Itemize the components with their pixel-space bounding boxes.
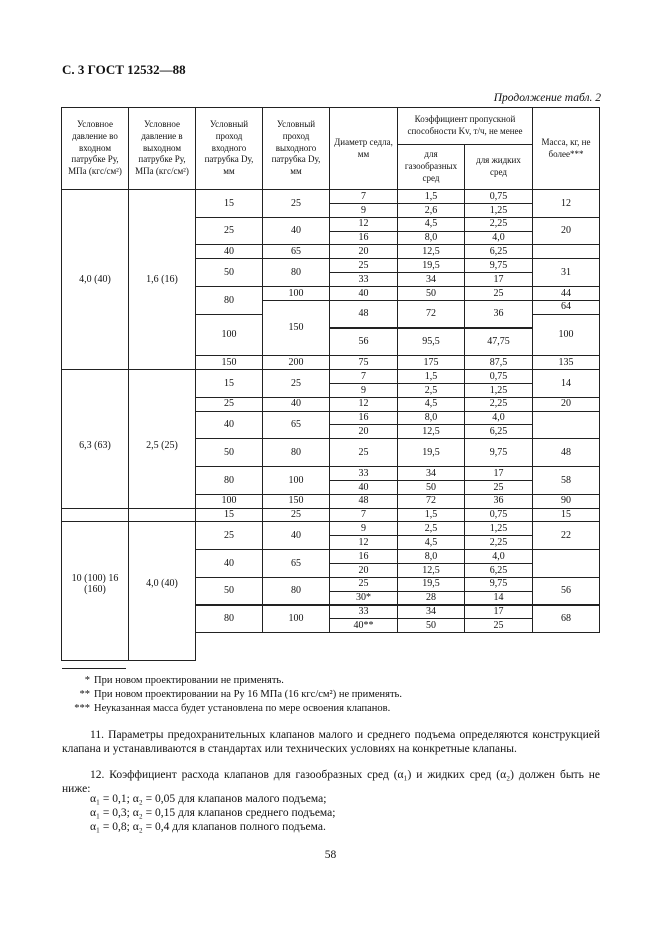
d-in-cell: 15 — [195, 508, 263, 523]
d-out-cell: 65 — [262, 411, 330, 440]
kv-gas-cell: 1,5 — [397, 508, 465, 523]
d-out-cell: 25 — [262, 369, 330, 398]
d-out-cell: 80 — [262, 438, 330, 467]
kv-liquid-cell: 9,75 — [464, 258, 533, 273]
seat-cell: 16 — [329, 411, 398, 426]
kv-liquid-cell: 87,5 — [464, 355, 533, 370]
header-kv: Коэффициент пропускной способности Kv, т/ч, не менее — [397, 107, 533, 145]
kv-liquid-cell: 36 — [464, 494, 533, 509]
footnote-2 — [62, 689, 402, 700]
seat-cell: 25 — [329, 577, 398, 592]
seat-cell: 16 — [329, 231, 398, 246]
header-mass: Масса, кг, не более*** — [532, 107, 600, 190]
d-out-cell: 200 — [262, 355, 330, 370]
d-in-cell: 25 — [195, 521, 263, 550]
mass-cell: 15 — [532, 508, 600, 523]
mass-cell — [532, 244, 600, 259]
kv-liquid-cell: 0,75 — [464, 508, 533, 523]
header-kv-gas: для газообразных сред — [397, 144, 465, 190]
header-p-in: Условное давление во входном патрубке Pу, МПа (кгс/см²) — [61, 107, 129, 190]
d-in-cell: 50 — [195, 577, 263, 606]
mass-cell: 20 — [532, 397, 600, 412]
p-in-cell: 4,0 (40) — [61, 189, 129, 370]
seat-cell: 33 — [329, 605, 398, 620]
kv-liquid-cell: 47,75 — [464, 328, 533, 357]
d-in-cell: 50 — [195, 438, 263, 467]
seat-cell: 7 — [329, 369, 398, 384]
footnote-divider — [62, 668, 126, 669]
d-in-cell: 15 — [195, 369, 263, 398]
mass-cell: 22 — [532, 521, 600, 550]
kv-gas-cell: 12,5 — [397, 563, 465, 578]
seat-cell: 30* — [329, 591, 398, 606]
d-out-cell: 65 — [262, 549, 330, 578]
d-out-cell: 150 — [262, 494, 330, 509]
d-in-cell: 50 — [195, 258, 263, 287]
footnote-1 — [62, 675, 284, 686]
d-in-cell: 40 — [195, 549, 263, 578]
header-seat: Диаметр седла, мм — [329, 107, 398, 190]
kv-liquid-cell: 17 — [464, 272, 533, 287]
kv-liquid-cell: 25 — [464, 480, 533, 495]
d-in-cell: 25 — [195, 217, 263, 246]
seat-cell: 20 — [329, 244, 398, 259]
page-number: 58 — [324, 849, 337, 861]
kv-gas-cell: 50 — [397, 480, 465, 495]
kv-gas-cell: 12,5 — [397, 244, 465, 259]
kv-gas-cell: 34 — [397, 605, 465, 620]
mass-cell: 90 — [532, 494, 600, 509]
footnote-text: При новом проектировании не применять. — [94, 675, 284, 686]
kv-gas-cell: 4,5 — [397, 535, 465, 550]
seat-cell: 56 — [329, 328, 398, 357]
seat-cell: 33 — [329, 272, 398, 287]
seat-cell: 12 — [329, 535, 398, 550]
table-continuation-label: Продолжение табл. 2 — [493, 92, 601, 104]
formula-small-lift: α₁ = 0,1; α₂ = 0,05 для клапанов малого подъема; — [90, 793, 327, 805]
mass-cell — [532, 549, 600, 578]
d-out-cell: 100 — [262, 286, 330, 301]
kv-liquid-cell: 6,25 — [464, 424, 533, 439]
seat-cell: 20 — [329, 563, 398, 578]
kv-gas-cell: 19,5 — [397, 438, 465, 467]
kv-gas-cell: 72 — [397, 300, 465, 329]
footnote-mark: *** — [74, 703, 90, 714]
kv-gas-cell: 4,5 — [397, 397, 465, 412]
valve-parameters-grid — [62, 108, 600, 667]
seat-cell: 12 — [329, 397, 398, 412]
seat-cell: 40** — [329, 618, 398, 633]
kv-gas-cell: 8,0 — [397, 549, 465, 564]
d-out-cell: 150 — [262, 300, 330, 356]
seat-cell: 75 — [329, 355, 398, 370]
kv-gas-cell: 19,5 — [397, 258, 465, 273]
kv-gas-cell: 28 — [397, 591, 465, 606]
kv-gas-cell: 34 — [397, 272, 465, 287]
kv-liquid-cell: 4,0 — [464, 231, 533, 246]
kv-gas-cell: 2,6 — [397, 203, 465, 218]
header-p-out: Условное давление в выходном патрубке Pу, МПа (кгс/см²) — [128, 107, 196, 190]
d-out-cell: 40 — [262, 521, 330, 550]
kv-gas-cell: 2,5 — [397, 521, 465, 536]
kv-liquid-cell: 17 — [464, 466, 533, 481]
kv-liquid-cell: 6,25 — [464, 563, 533, 578]
kv-liquid-cell: 4,0 — [464, 549, 533, 564]
mass-cell: 58 — [532, 466, 600, 495]
p-in-cell pre: 10 (100) 16 (160) — [61, 508, 129, 661]
mass-cell: 31 — [532, 258, 600, 287]
footnote-mark: * — [84, 675, 90, 686]
mass-cell: 64 — [532, 300, 600, 315]
seat-cell: 40 — [329, 480, 398, 495]
d-out-cell: 40 — [262, 217, 330, 246]
kv-liquid-cell: 2,25 — [464, 535, 533, 550]
kv-liquid-cell: 1,25 — [464, 521, 533, 536]
mass-cell: 44 — [532, 286, 600, 301]
mass-cell: 135 — [532, 355, 600, 370]
kv-liquid-cell: 9,75 — [464, 577, 533, 592]
seat-cell: 9 — [329, 203, 398, 218]
seat-cell: 25 — [329, 438, 398, 467]
kv-liquid-cell: 6,25 — [464, 244, 533, 259]
kv-liquid-cell: 9,75 — [464, 438, 533, 467]
d-out-cell: 100 — [262, 466, 330, 495]
kv-gas-cell: 1,5 — [397, 189, 465, 204]
kv-liquid-cell: 1,25 — [464, 203, 533, 218]
kv-gas-cell: 95,5 — [397, 328, 465, 357]
d-in-cell: 40 — [195, 411, 263, 440]
seat-cell: 12 — [329, 217, 398, 232]
kv-liquid-cell: 4,0 — [464, 411, 533, 426]
seat-cell: 48 — [329, 300, 398, 329]
p-out-cell: 1,6 (16) — [128, 189, 196, 370]
d-out-cell: 40 — [262, 397, 330, 412]
d-in-cell: 80 — [195, 605, 263, 634]
kv-liquid-cell: 25 — [464, 286, 533, 301]
mass-cell: 20 — [532, 217, 600, 246]
d-in-cell: 40 — [195, 244, 263, 259]
mass-cell: 14 — [532, 369, 600, 398]
d-out-cell: 65 — [262, 244, 330, 259]
kv-gas-cell: 2,5 — [397, 383, 465, 398]
seat-cell: 20 — [329, 424, 398, 439]
mass-cell: 12 — [532, 189, 600, 218]
kv-gas-cell: 50 — [397, 286, 465, 301]
footnote-text: При новом проектировании на Pу 16 МПа (16 кгс/см²) не применять. — [94, 689, 402, 700]
kv-liquid-cell: 1,25 — [464, 383, 533, 398]
kv-liquid-cell: 0,75 — [464, 369, 533, 384]
document-header: С. 3 ГОСТ 12532—88 — [62, 62, 186, 77]
seat-cell: 9 — [329, 383, 398, 398]
mass-cell: 48 — [532, 438, 600, 467]
kv-gas-cell: 19,5 — [397, 577, 465, 592]
d-out-cell: 25 — [262, 508, 330, 523]
kv-gas-cell: 12,5 — [397, 424, 465, 439]
mass-cell — [532, 411, 600, 440]
d-out-cell: 25 — [262, 189, 330, 218]
seat-cell: 40 — [329, 286, 398, 301]
d-in-cell: 100 — [195, 314, 263, 357]
seat-cell: 9 — [329, 521, 398, 536]
mass-cell: 68 — [532, 605, 600, 634]
seat-cell: 7 — [329, 508, 398, 523]
kv-liquid-cell: 17 — [464, 605, 533, 620]
kv-liquid-cell: 14 — [464, 591, 533, 606]
kv-liquid-cell: 2,25 — [464, 217, 533, 232]
p-in-cell: 6,3 (63) — [61, 369, 129, 522]
seat-cell: 33 — [329, 466, 398, 481]
d-in-cell: 80 — [195, 466, 263, 495]
kv-liquid-cell: 2,25 — [464, 397, 533, 412]
seat-cell: 25 — [329, 258, 398, 273]
d-out-cell: 100 — [262, 605, 330, 634]
seat-cell: 16 — [329, 549, 398, 564]
kv-gas-cell: 50 — [397, 618, 465, 633]
seat-cell: 7 — [329, 189, 398, 204]
kv-gas-cell: 72 — [397, 494, 465, 509]
paragraph-11: 11. Параметры предохранительных клапанов малого и среднего подъема определяются конструкцией клапана и устанавливаются в стандартах или технических условиях на конкретные клапаны. — [62, 729, 600, 756]
seat-cell: 48 — [329, 494, 398, 509]
footnote-3 — [62, 703, 390, 714]
kv-gas-cell: 175 — [397, 355, 465, 370]
mass-cell: 56 — [532, 577, 600, 606]
formula-full-lift: α₁ = 0,8; α₂ = 0,4 для клапанов полного подъема. — [90, 821, 326, 833]
p-out-cell: 2,5 (25) — [128, 369, 196, 522]
p-out-cell: 4,0 (40) — [128, 508, 196, 661]
kv-gas-cell: 8,0 — [397, 411, 465, 426]
d-in-cell: 100 — [195, 494, 263, 509]
d-in-cell: 25 — [195, 397, 263, 412]
d-in-cell: 80 — [195, 286, 263, 315]
paragraph-12: 12. Коэффициент расхода клапанов для газообразных сред (α₁) и жидких сред (α₂) должен быть не ниже: — [62, 769, 600, 796]
formula-medium-lift: α₁ = 0,3; α₂ = 0,15 для клапанов среднего подъема; — [90, 807, 336, 819]
d-out-cell: 80 — [262, 577, 330, 606]
kv-liquid-cell: 36 — [464, 300, 533, 329]
footnote-text: Неуказанная масса будет установлена по мере освоения клапанов. — [94, 703, 391, 714]
kv-gas-cell: 4,5 — [397, 217, 465, 232]
footnote-mark: ** — [79, 689, 90, 700]
kv-gas-cell: 34 — [397, 466, 465, 481]
header-d-out: Условный проход выходного патрубка Dу, мм — [262, 107, 330, 190]
header-d-in: Условный проход входного патрубка Dу, мм — [195, 107, 263, 190]
kv-liquid-cell: 25 — [464, 618, 533, 633]
kv-liquid-cell: 0,75 — [464, 189, 533, 204]
kv-gas-cell: 1,5 — [397, 369, 465, 384]
kv-gas-cell: 8,0 — [397, 231, 465, 246]
d-in-cell: 15 — [195, 189, 263, 218]
d-in-cell: 150 — [195, 355, 263, 370]
mass-cell: 100 — [532, 314, 600, 357]
header-kv-liquid: для жидких сред — [464, 144, 533, 190]
d-out-cell: 80 — [262, 258, 330, 287]
